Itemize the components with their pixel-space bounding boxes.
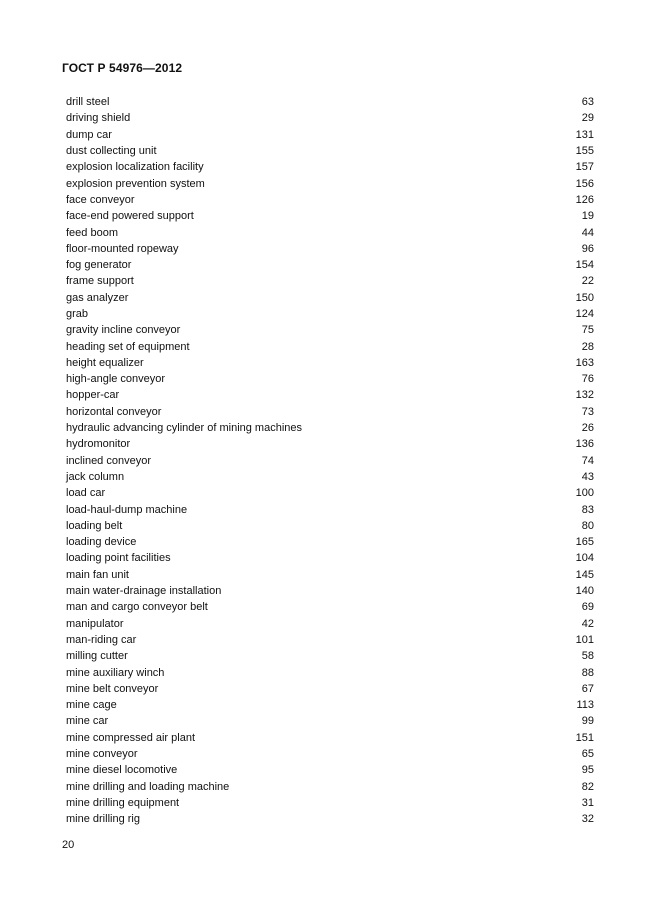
index-term: mine car [66,715,109,728]
index-term: loading belt [66,519,123,532]
index-term: mine auxiliary winch [66,666,165,679]
index-term: high-angle conveyor [66,373,166,386]
index-term: gravity incline conveyor [66,324,181,337]
index-term: jack column [66,470,125,483]
index-term: mine cage [66,699,117,712]
index-term-number: 145 [575,568,594,581]
index-entry [66,469,594,485]
index-term: grab [66,308,89,320]
index-term-number: 73 [581,405,594,418]
index-entry [66,175,594,191]
index-term: heading set of equipment [66,340,190,353]
index-entry [66,778,594,794]
index-term: loading point facilities [66,552,171,565]
index-entry [66,94,594,110]
index-term-number: 69 [581,601,594,614]
index-term-number: 26 [581,422,594,435]
index-term: gas analyzer [66,291,129,304]
index-entry [66,143,594,159]
index-entry [66,127,594,143]
index-term: manipulator [66,617,124,630]
index-entry [66,338,594,354]
index-term-number: 58 [581,650,594,663]
index-entry [66,436,594,452]
index-term-number: 163 [575,356,594,369]
index-entry [66,681,594,697]
index-term-number: 150 [575,291,594,304]
index-term: man-riding car [66,633,137,646]
index-entry [66,241,594,257]
index-entry [66,273,594,289]
index-entry [66,518,594,534]
index-term-number: 22 [581,275,594,288]
index-entry [66,616,594,632]
index-term: main fan unit [66,568,129,581]
index-term: load-haul-dump machine [66,503,188,516]
index-entry [66,599,594,615]
index-term: mine drilling and loading machine [66,780,230,793]
index-term: dust collecting unit [66,145,157,158]
index-term: loading device [66,536,137,549]
index-term-number: 44 [581,226,594,239]
index-term: inclined conveyor [66,454,151,467]
index-term: hopper-car [66,389,120,402]
index-term-number: 156 [575,177,594,190]
index-term-number: 132 [575,389,594,402]
index-term: drill steel [66,96,110,109]
index-entry [66,387,594,403]
index-entry [66,355,594,371]
index-term-number: 75 [581,324,594,337]
index-term-number: 32 [581,813,594,826]
index-term-number: 65 [581,748,594,761]
index-term-number: 83 [581,503,594,516]
index-term-number: 100 [575,487,594,500]
index-term: feed boom [66,226,118,239]
index-term: floor-mounted ropeway [66,242,179,255]
page-number: 20 [62,839,75,851]
index-term-number: 29 [581,112,594,125]
index-term-number: 74 [581,454,594,467]
index-term-number: 42 [581,617,594,630]
index-term-number: 151 [575,731,594,744]
index-entry [66,664,594,680]
index-term-number: 157 [575,161,594,174]
index-entry [66,371,594,387]
index-entry [66,404,594,420]
index-entry [66,697,594,713]
index-term-number: 96 [581,242,594,255]
index-term-number: 19 [581,210,594,223]
index-term: fog generator [66,259,132,272]
index-term-number: 80 [581,519,594,532]
index-entry [66,550,594,566]
index-entry [66,632,594,648]
index-term: frame support [66,275,134,288]
index-term: main water-drainage installation [66,585,222,598]
index-entry [66,110,594,126]
index-entry [66,208,594,224]
index-entry [66,322,594,338]
index-entry [66,501,594,517]
index-term-number: 136 [575,438,594,451]
index-term: height equalizer [66,356,144,369]
index-term-number: 63 [581,96,594,109]
index-term: face conveyor [66,193,135,206]
index-entry [66,795,594,811]
index-entry [66,257,594,273]
index-term-number: 28 [581,340,594,353]
index-entry [66,811,594,827]
index-term: mine diesel locomotive [66,764,178,777]
index-term: load car [66,487,106,500]
index-term: mine conveyor [66,748,138,761]
index-term-number: 88 [581,666,594,679]
index-entry [66,648,594,664]
index-term: milling cutter [66,650,128,663]
index-entry [66,583,594,599]
index-term-number: 67 [581,682,594,695]
index-term: hydromonitor [66,438,131,451]
index-term: mine compressed air plant [66,731,196,744]
index-term: face-end powered support [66,210,194,223]
index-entry [66,159,594,175]
index-term: mine belt conveyor [66,682,159,695]
index-term-number: 43 [581,470,594,483]
index-term-number: 101 [575,633,594,646]
index-entry [66,713,594,729]
index-entry [66,224,594,240]
document-header: ГОСТ Р 54976—2012 [62,61,183,75]
index-term: mine drilling equipment [66,796,180,809]
index-term-number: 155 [575,145,594,158]
index-entry [66,746,594,762]
index-term-number: 82 [581,780,594,793]
index-term-number: 113 [576,699,594,712]
index-term: dump car [66,128,112,141]
index-entry [66,762,594,778]
index-term: mine drilling rig [66,813,140,826]
index-term-number: 131 [575,128,594,141]
index-term-number: 104 [575,552,594,565]
index-term: explosion prevention system [66,177,205,190]
index-entry [66,534,594,550]
index-term-number: 76 [581,373,594,386]
index-term-number: 95 [581,764,594,777]
index-entry [66,485,594,501]
index-entry [66,420,594,436]
index-term-number: 140 [575,585,594,598]
index-entry [66,730,594,746]
index-entry [66,567,594,583]
index-term: man and cargo conveyor belt [66,601,208,614]
index-term-number: 99 [581,715,594,728]
index-term-number: 154 [575,259,594,272]
index-term-number: 31 [581,796,594,809]
index-term: explosion localization facility [66,161,204,174]
index-term: horizontal conveyor [66,405,162,418]
index-term-number: 165 [575,536,594,549]
index-entry [66,192,594,208]
index-term-number: 124 [575,308,594,320]
index-entry [66,290,594,306]
index-term: driving shield [66,112,131,125]
index-term: hydraulic advancing cylinder of mining machines [66,422,303,435]
term-index-list [66,94,594,827]
index-term-number: 126 [575,193,594,206]
index-entry [66,453,594,469]
index-entry [66,306,594,322]
